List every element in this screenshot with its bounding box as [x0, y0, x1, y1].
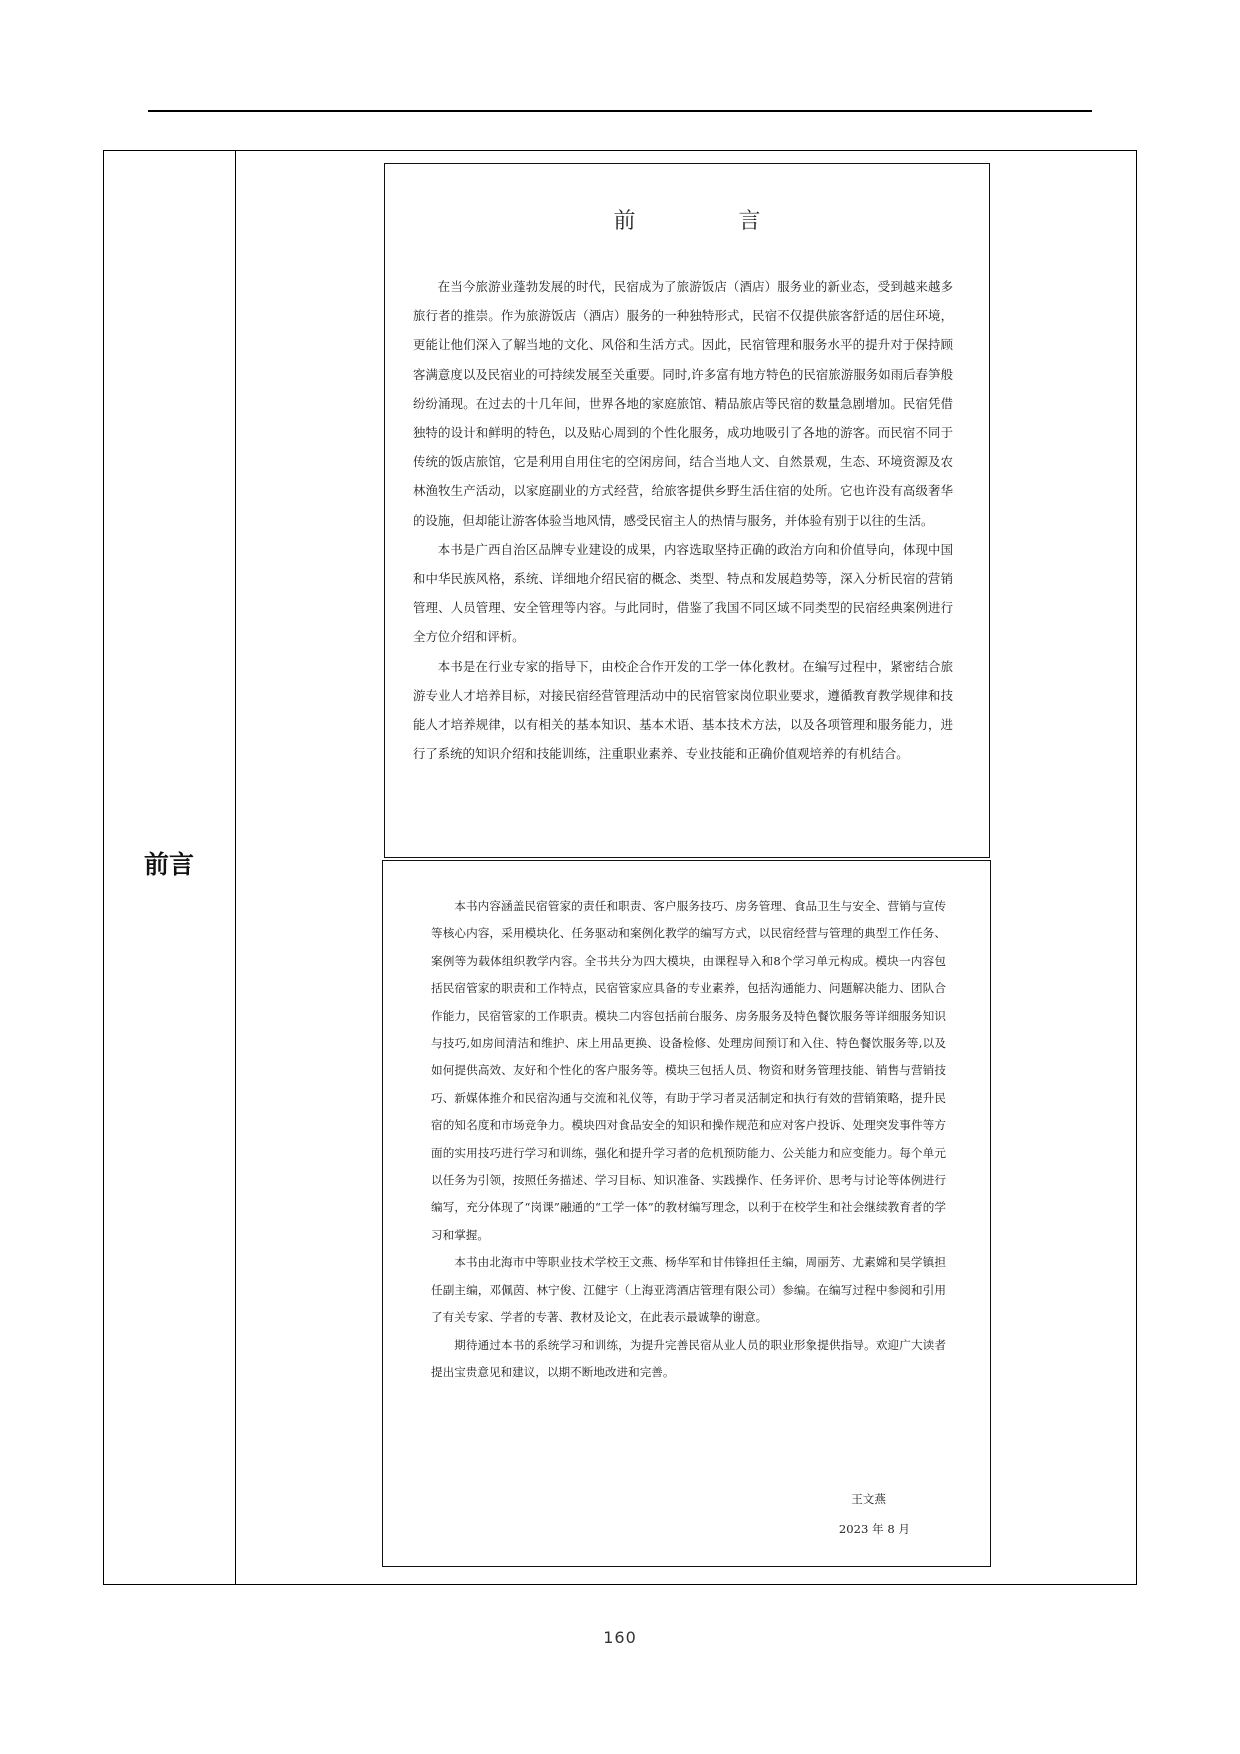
header-rule	[148, 110, 1092, 112]
paragraph: 本书由北海市中等职业技术学校王文燕、杨华军和甘伟锋担任主编，周丽芳、尤素嫦和吴学镇担任副主编，邓佩茵、林宁俊、江健宇（上海亚湾酒店管理有限公司）参编。在编写过程中参阅和引用了有关专家、学者的专著、教材及论文，在此表示最诚挚的谢意。	[431, 1255, 946, 1325]
scanned-page-bottom	[382, 860, 991, 1567]
row-label: 前言	[143, 850, 194, 879]
paragraph: 在当今旅游业蓬勃发展的时代，民宿成为了旅游饭店（酒店）服务业的新业态，受到越来越多旅行者的推崇。作为旅游饭店（酒店）服务的一种独特形式，民宿不仅提供旅客舒适的居住环境，更能让他们深入了解当地的文化、风俗和生活方式。因此，民宿管理和服务水平的提升对于保持顾客满意度以及民宿业的可持续发展至关重要。同时,许多富有地方特色的民宿旅游服务如雨后春笋般纷纷涌现。在过去的十几年间，世界各地的家庭旅馆、精品旅店等民宿的数量急剧增加。民宿凭借独特的设计和鲜明的特色，以及贴心周到的个性化服务，成功地吸引了各地的游客。而民宿不同于传统的饭店旅馆，它是利用自用住宅的空闲房间，结合当地人文、自然景观，生态、环境资源及农林渔牧生产活动，以家庭副业的方式经营，给旅客提供乡野生活住宿的处所。它也许没有高级奢华的设施，但却能让游客体验当地风情，感受民宿主人的热情与服务，并体验有别于以往的生活。	[413, 279, 953, 528]
paragraph: 期待通过本书的系统学习和训练，为提升完善民宿从业人员的职业形象提供指导。欢迎广大读者提出宝贵意见和建议，以期不断地改进和完善。	[431, 1337, 946, 1379]
column-divider	[235, 150, 236, 1585]
page-number: 160	[603, 1628, 637, 1647]
preface-title: 前 言	[613, 209, 809, 234]
preface-body-top	[413, 272, 953, 768]
paragraph: 本书是广西自治区品牌专业建设的成果，内容选取坚持正确的政治方向和价值导向，体现中国和中华民族风格，系统、详细地介绍民宿的概念、类型、特点和发展趋势等，深入分析民宿的营销管理、人员管理、安全管理等内容。与此同时，借鉴了我国不同区域不同类型的民宿经典案例进行全方位介绍和评析。	[413, 541, 953, 645]
paragraph: 本书是在行业专家的指导下，由校企合作开发的工学一体化教材。在编写过程中，紧密结合旅游专业人才培养目标，对接民宿经营管理活动中的民宿管家岗位职业要求，遵循教育教学规律和技能人才培养规律，以有相关的基本知识、基本术语、基本技术方法，以及各项管理和服务能力，进行了系统的知识介绍和技能训练，注重职业素养、专业技能和正确价值观培养的有机结合。	[413, 658, 953, 762]
preface-body-bottom	[431, 893, 946, 1386]
paragraph: 本书内容涵盖民宿管家的责任和职责、客户服务技巧、房务管理、食品卫生与安全、营销与宣传等核心内容，采用模块化、任务驱动和案例化教学的编写方式，以民宿经营与管理的典型工作任务、案例等为载体组织教学内容。全书共分为四大模块，由课程导入和8个学习单元构成。模块一内容包括民宿管家的职责和工作特点，民宿管家应具备的专业素养，包括沟通能力、问题解决能力、团队合作能力，民宿管家的工作职责。模块二内容包括前台服务、房务服务及特色餐饮服务等详细服务知识与技巧,如房间清洁和维护、床上用品更换、设备检修、处理房间预订和入住、特色餐饮服务等,以及如何提供高效、友好和个性化的客户服务等。模块三包括人员、物资和财务管理技能、销售与营销技巧、新媒体推介和民宿沟通与交流和礼仪等，有助于学习者灵活制定和执行有效的营销策略，提升民宿的知名度和市场竞争力。模块四对食品安全的知识和操作规范和应对客户投诉、处理突发事件等方面的实用技巧进行学习和训练，强化和提升学习者的危机预防能力、公关能力和应变能力。每个单元以任务为引领，按照任务描述、学习目标、知识准备、实践操作、任务评价、思考与讨论等体例进行编写，充分体现了“岗课”融通的“工学一体”的教材编写理念，以利于在校学生和社会继续教育者的学习和掌握。	[431, 899, 946, 1242]
scanned-page-top	[384, 163, 990, 858]
signature-date: 2023 年 8 月	[838, 1522, 910, 1536]
author-signature: 王文燕	[851, 1492, 886, 1506]
